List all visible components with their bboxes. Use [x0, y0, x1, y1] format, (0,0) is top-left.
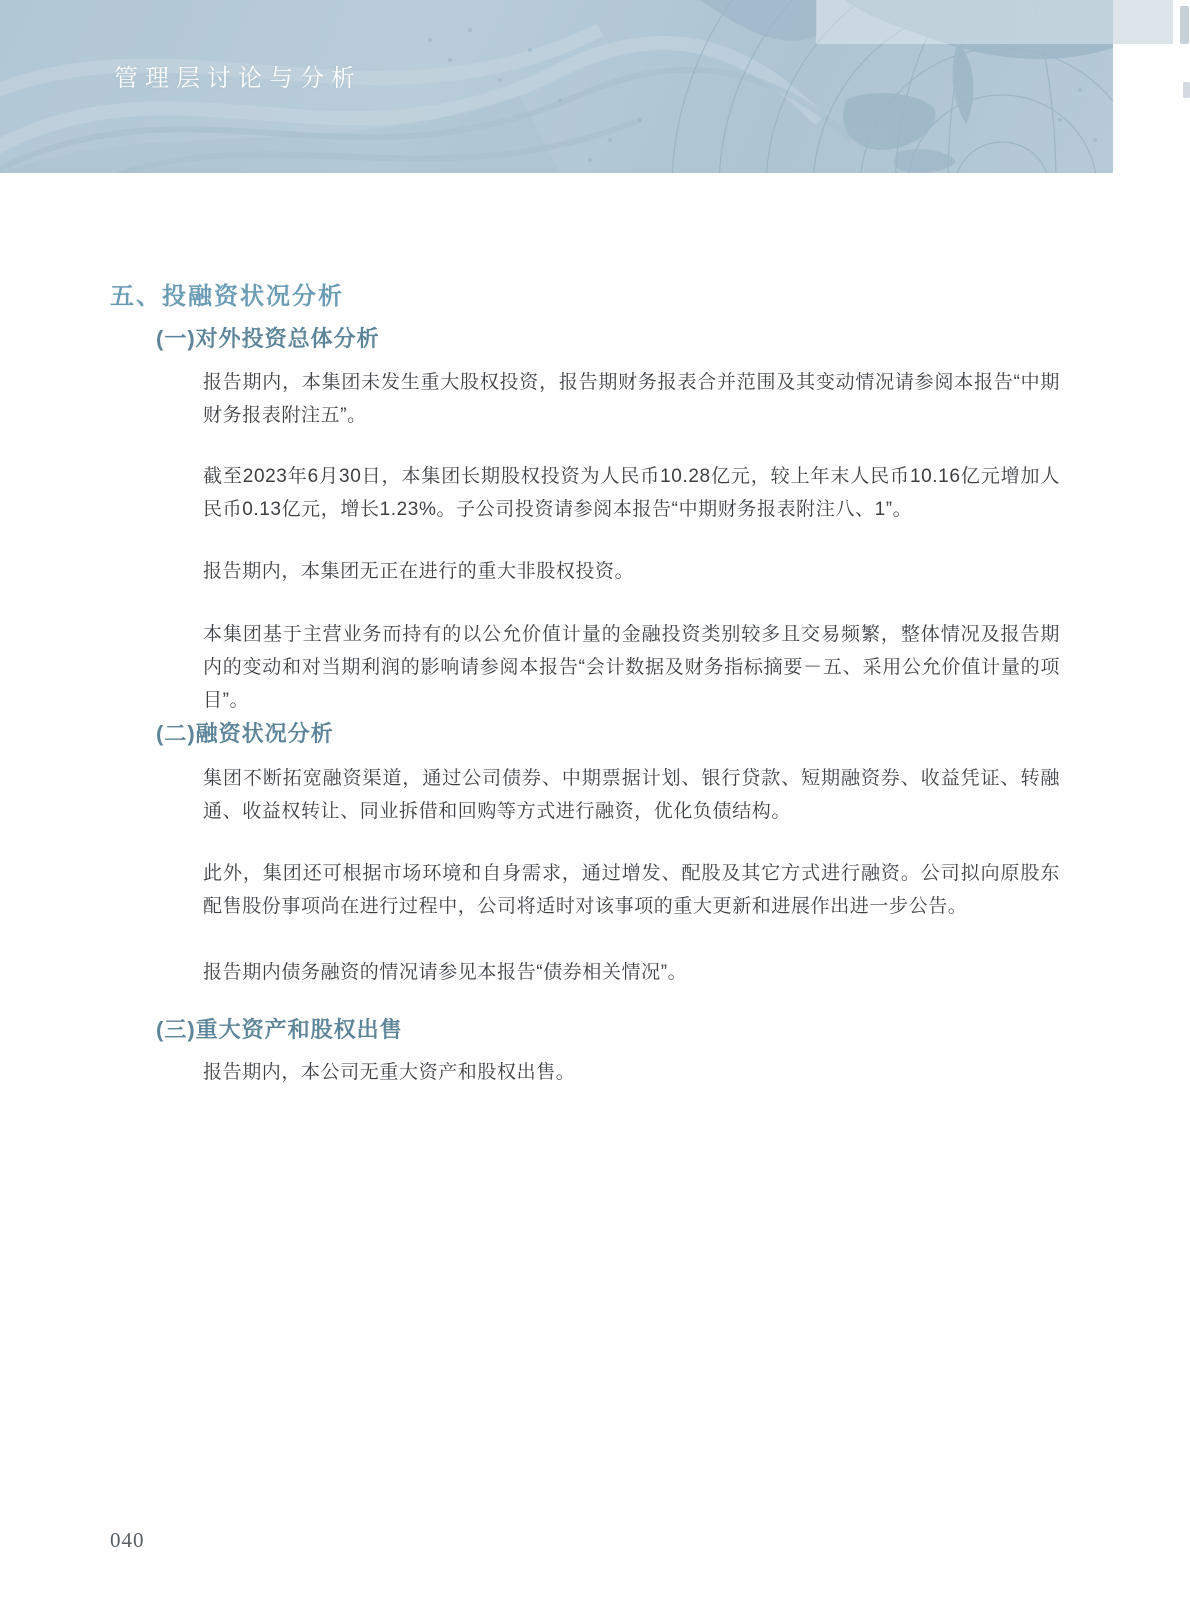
- banner-highlight-rect-extension: [1113, 0, 1173, 44]
- body-paragraph: 截至2023年6月30日，本集团长期股权投资为人民币10.28亿元，较上年末人民币10.16亿元增加人民币0.13亿元，增长1.23%。子公司投资请参阅本报告“中期财务报表附注八、1”。: [203, 466, 1060, 520]
- section-heading-investment: (一)对外投资总体分析: [156, 326, 380, 351]
- body-paragraph: 报告期内，本公司无重大资产和股权出售。: [203, 1062, 576, 1083]
- body-paragraph: 本集团基于主营业务而持有的以公允价值计量的金融投资类别较多且交易频繁，整体情况及报告期内的变动和对当期利润的影响请参阅本报告“会计数据及财务指标摘要－五、采用公允价值计量的项目”。: [203, 624, 1060, 711]
- body-paragraph: 报告期内债务融资的情况请参见本报告“债券相关情况”。: [203, 962, 688, 983]
- corner-map-fragment-small: [1183, 82, 1190, 98]
- corner-map-fragment: [1180, 6, 1189, 44]
- page-number: 040: [110, 1528, 145, 1552]
- body-paragraph: 集团不断拓宽融资渠道，通过公司债券、中期票据计划、银行贷款、短期融资券、收益凭证、转融通、收益权转让、同业拆借和回购等方式进行融资，优化负债结构。: [203, 768, 1060, 822]
- body-paragraph: 报告期内，本集团无正在进行的重大非股权投资。: [203, 561, 635, 582]
- section-heading-asset-sale: (三)重大资产和股权出售: [156, 1017, 403, 1042]
- page-section-title: 管理层讨论与分析: [114, 66, 362, 92]
- body-paragraph: 此外，集团还可根据市场环境和自身需求，通过增发、配股及其它方式进行融资。公司拟向原股东配售股份事项尚在进行过程中，公司将适时对该事项的重大更新和进展作出进一步公告。: [203, 863, 1060, 917]
- body-paragraph: 报告期内，本集团未发生重大股权投资，报告期财务报表合并范围及其变动情况请参阅本报告“中期财务报表附注五”。: [203, 372, 1060, 426]
- chapter-heading: 五、投融资状况分析: [110, 283, 344, 310]
- section-heading-financing: (二)融资状况分析: [156, 721, 334, 746]
- banner-highlight-rect: [816, 0, 1113, 44]
- header-banner: [0, 0, 1113, 173]
